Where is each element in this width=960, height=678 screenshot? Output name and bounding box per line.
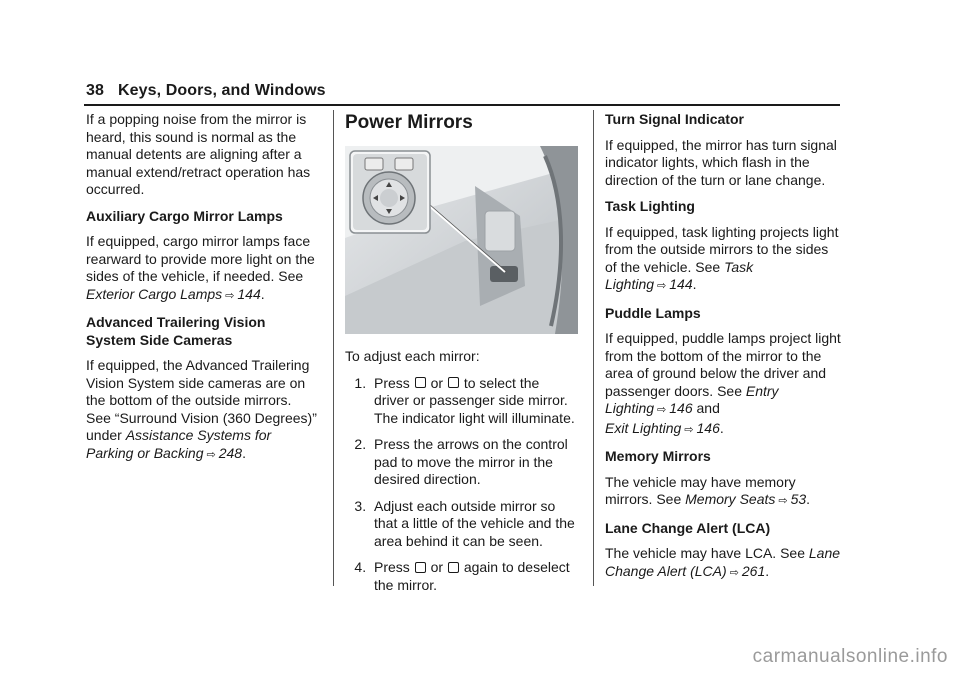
- link-task-lighting[interactable]: Task Lighting: [605, 258, 754, 292]
- step-3: 3. Adjust each outside mirror so that a little of the vehicle and the area behind it can be seen.: [370, 498, 578, 551]
- page-ref-248[interactable]: 248: [218, 444, 243, 461]
- page-ref-icon: ⇨: [657, 404, 667, 416]
- paragraph-turn-signal: If equipped, the mirror has turn signal indicator lights, which flash in the direction of the turn or lane change.: [605, 136, 837, 188]
- page-ref-icon: ⇨: [684, 423, 694, 436]
- paragraph-memory-mirrors: The vehicle may have memory mirrors. See Memory Seats ⇨ 53.: [605, 473, 811, 507]
- page-ref-146[interactable]: 146: [669, 400, 693, 416]
- heading-trailering-cameras: Advanced Trailering Vision System Side Cameras: [86, 314, 266, 348]
- link-lane-change-alert[interactable]: Lane Change Alert (LCA): [605, 545, 841, 579]
- heading-auxiliary-cargo: Auxiliary Cargo Mirror Lamps: [86, 207, 283, 224]
- paragraph-puddle-lamps: If equipped, puddle lamps project light from the bottom of the mirror to the area of ground below the driver and passenger doors. See Entry Lighting ⇨ 146 and Exit Lighting ⇨ 146.: [605, 330, 841, 436]
- page-ref-icon: ⇨: [225, 289, 235, 302]
- header-rule: [84, 104, 840, 106]
- adjust-intro: To adjust each mirror:: [345, 348, 480, 364]
- column-left: [86, 111, 318, 473]
- heading-task-lighting: Task Lighting: [605, 198, 695, 214]
- link-exterior-cargo-lamps[interactable]: Exterior Cargo Lamps: [86, 285, 223, 302]
- adjust-steps-list: [345, 375, 578, 595]
- page-ref-icon: ⇨: [657, 280, 667, 292]
- paragraph-cargo-lamps: If equipped, cargo mirror lamps face rearward to provide more light on the sides of the vehicle, if needed. See Exterior Cargo Lamps ⇨ 144.: [86, 233, 315, 302]
- section-heading-power-mirrors: Power Mirrors: [345, 112, 473, 133]
- heading-memory-mirrors: Memory Mirrors: [605, 448, 711, 464]
- section-title: Keys, Doors, and Windows: [118, 82, 326, 99]
- heading-lane-change-alert: Lane Change Alert (LCA): [605, 519, 771, 536]
- step-2: 2. Press the arrows on the control pad to move the mirror in the desired direction.: [370, 436, 578, 489]
- driver-mirror-button-icon: [415, 377, 426, 388]
- page-ref-53[interactable]: 53: [790, 491, 807, 507]
- link-assistance-systems[interactable]: Assistance Systems for Parking or Backing: [86, 427, 272, 461]
- page-ref-icon: ⇨: [729, 566, 739, 579]
- link-memory-seats[interactable]: Memory Seats: [685, 491, 776, 507]
- page-ref-146[interactable]: 146: [696, 419, 720, 436]
- link-exit-lighting[interactable]: Exit Lighting: [605, 419, 682, 436]
- paragraph-task-lighting: If equipped, task lighting projects light from the outside mirrors to the sides of the vehicle. See Task Lighting ⇨ 144.: [605, 223, 839, 292]
- page-ref-icon: ⇨: [778, 495, 788, 507]
- page-ref-icon: ⇨: [206, 448, 216, 461]
- page-header: [86, 82, 326, 100]
- step-4: 4. Press or again to deselect the mirror.: [370, 559, 578, 594]
- driver-mirror-button-icon: [415, 562, 426, 573]
- passenger-mirror-button-icon: [448, 562, 459, 573]
- watermark: carmanualsonline.info: [752, 646, 948, 667]
- heading-puddle-lamps: Puddle Lamps: [605, 304, 701, 321]
- paragraph-popping-noise: If a popping noise from the mirror is heard, this sound is normal as the manual detents are aligning after a manual extend/retract operation has occurred.: [86, 111, 311, 197]
- page-ref-261[interactable]: 261: [741, 562, 766, 579]
- page-ref-144[interactable]: 144: [237, 285, 261, 302]
- column-divider-right: [593, 110, 594, 586]
- paragraph-lane-change-alert: The vehicle may have LCA. See Lane Change Alert (LCA) ⇨ 261.: [605, 545, 841, 579]
- passenger-mirror-button-icon: [448, 377, 459, 388]
- column-divider-left: [333, 110, 334, 586]
- column-middle: [345, 112, 578, 603]
- page-ref-144[interactable]: 144: [669, 276, 693, 292]
- step-1: 1. Press or to select the driver or passenger side mirror. The indicator light will illuminate.: [370, 375, 578, 428]
- heading-turn-signal: Turn Signal Indicator: [605, 111, 744, 127]
- paragraph-trailering-cameras: If equipped, the Advanced Trailering Vision System side cameras are on the bottom of the outside mirrors. See “Surround Vision (360 Degrees)” under Assistance Systems for Parking or Backing ⇨ 248.: [86, 357, 317, 461]
- column-right: [605, 111, 841, 591]
- mirror-control-photo: [345, 146, 578, 334]
- link-entry-lighting[interactable]: Entry Lighting: [605, 382, 779, 416]
- page-number: 38: [86, 82, 104, 99]
